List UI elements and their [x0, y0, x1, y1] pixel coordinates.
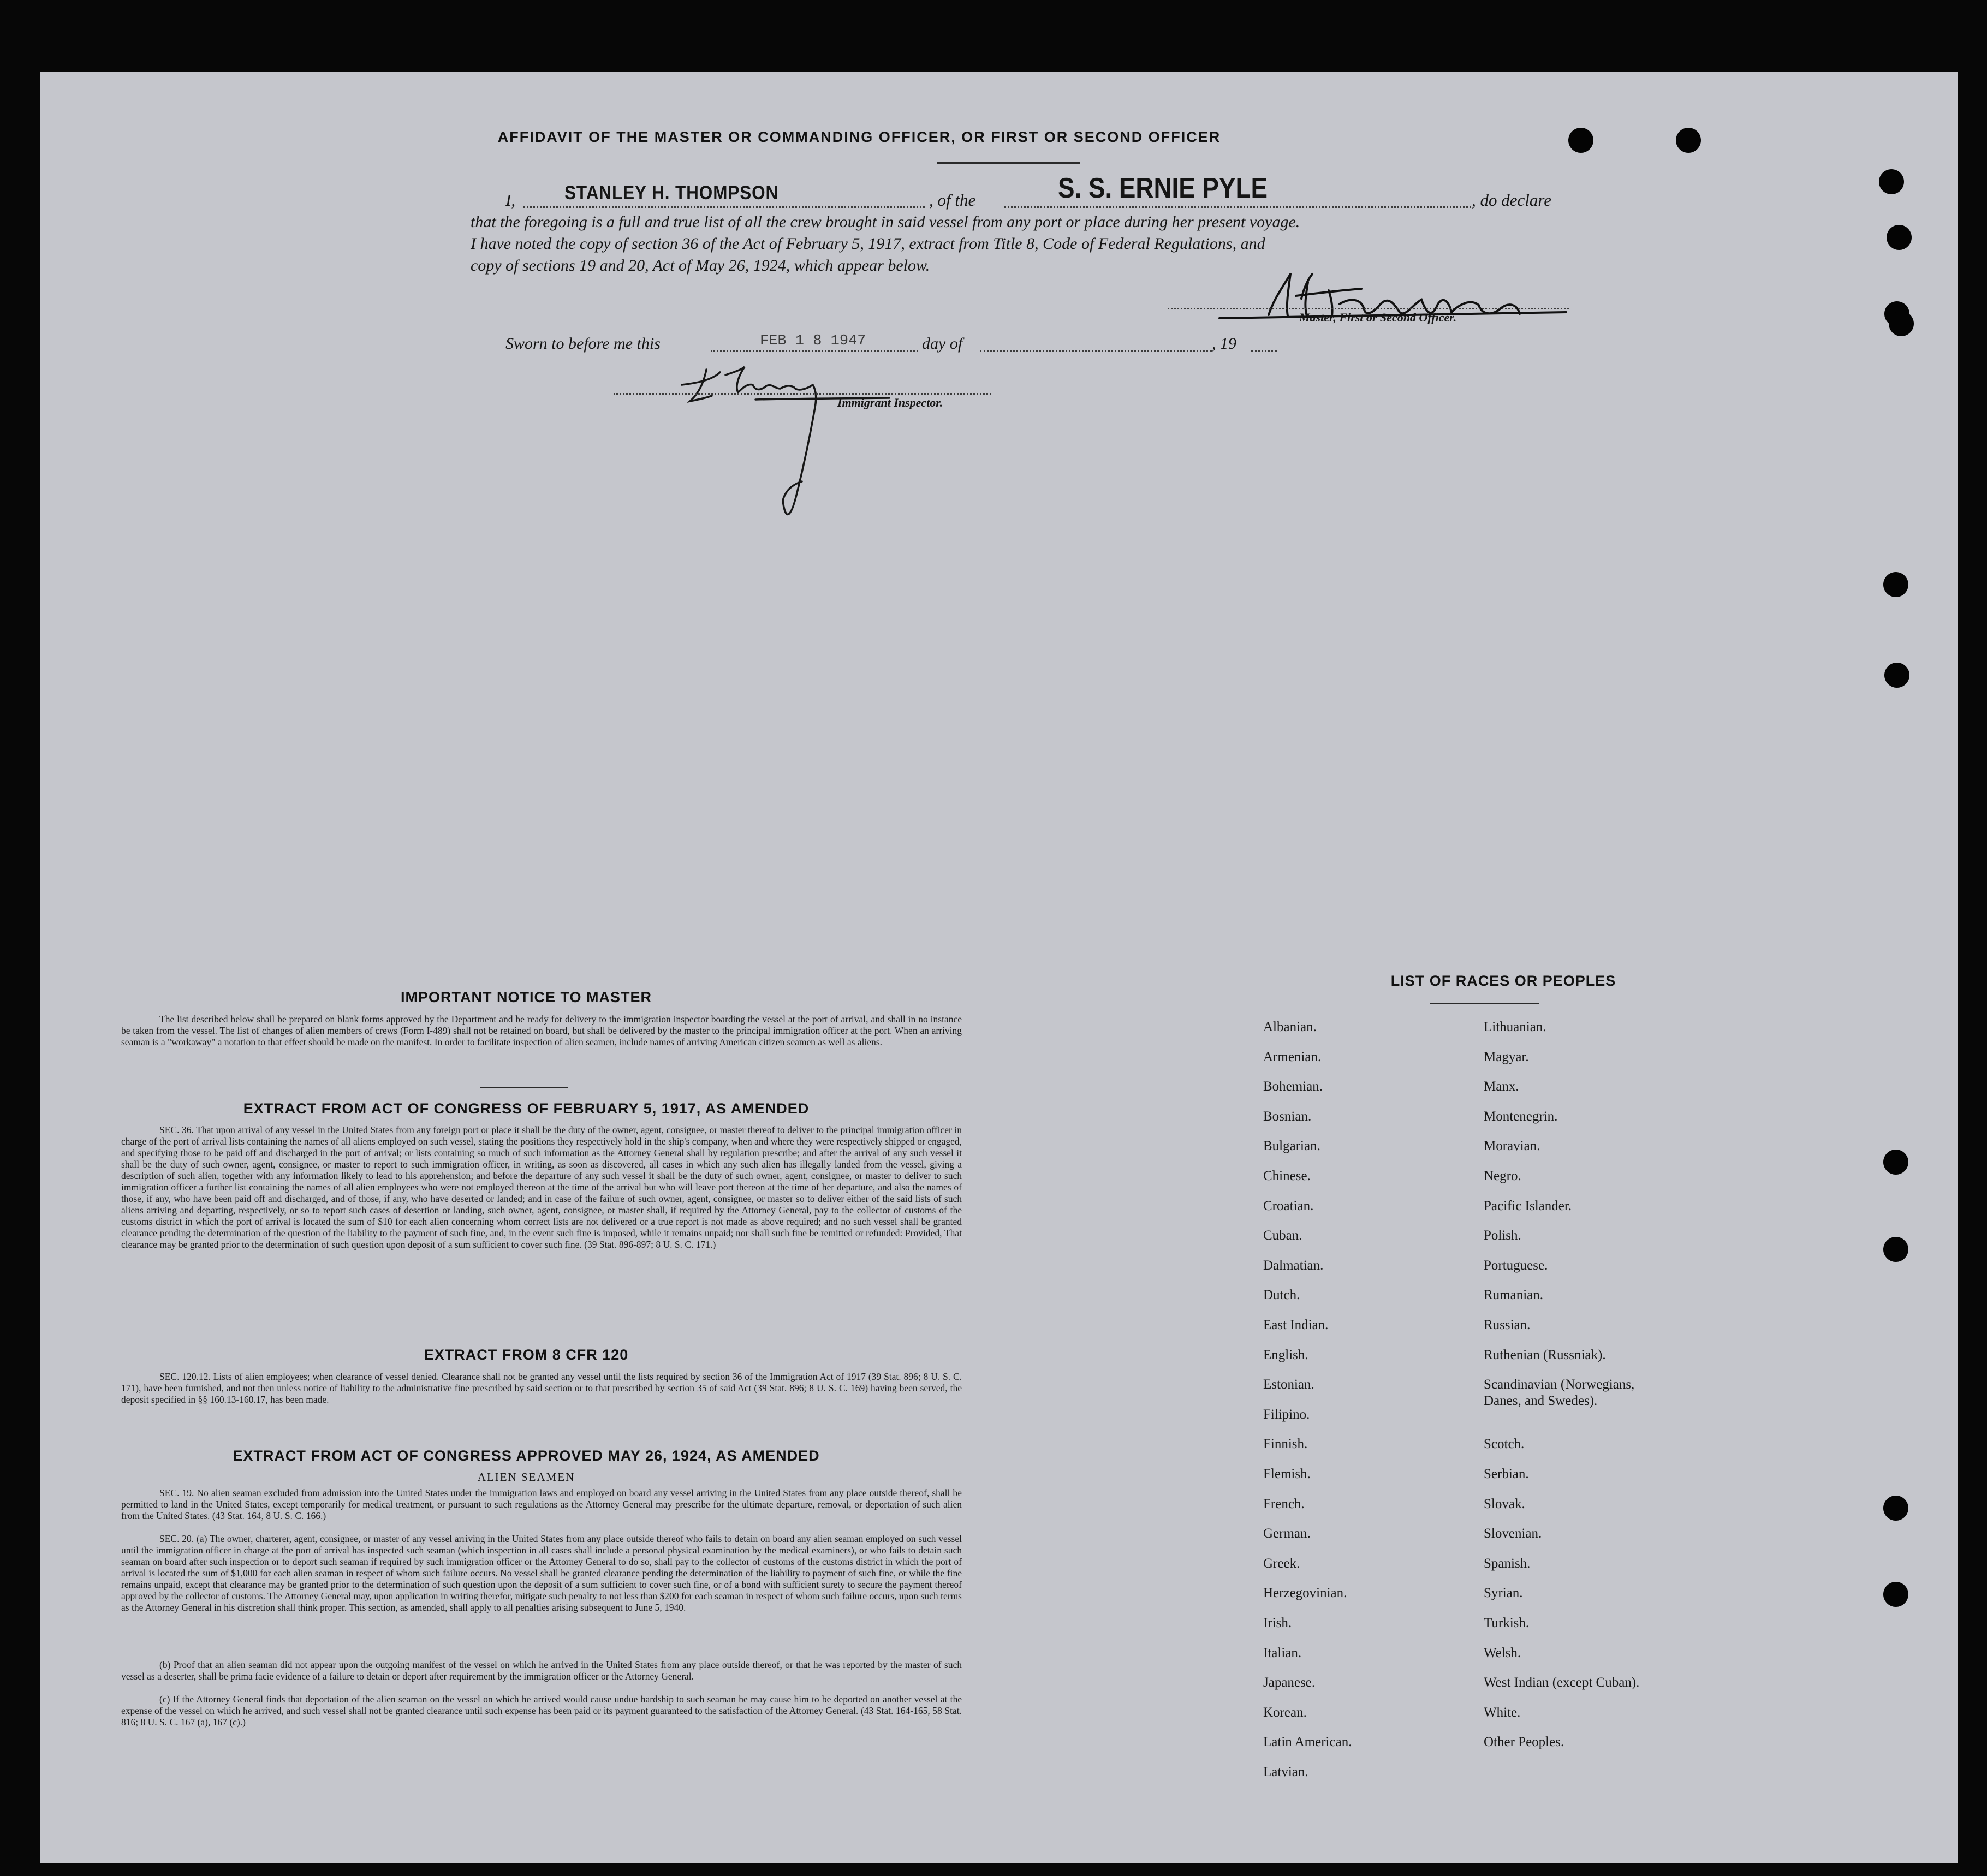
sworn-date-line [711, 350, 918, 352]
race-item: Latin American. [1263, 1735, 1352, 1750]
sworn-label: Sworn to before me this [505, 335, 661, 353]
notice-title: IMPORTANT NOTICE TO MASTER [401, 989, 652, 1005]
extract-1917-title: EXTRACT FROM ACT OF CONGRESS OF FEBRUARY 5, 1917, AS AMENDED [243, 1100, 810, 1117]
punch-hole [1883, 1496, 1908, 1521]
race-item: Korean. [1263, 1705, 1307, 1720]
race-item: Pacific Islander. [1484, 1198, 1572, 1213]
notice-body: The list described below shall be prepared on blank forms approved by the Department and be ready for delivery to the immigration inspector boarding the vessel at the port of arrival, and shall in no instance be taken from the vessel. The list of changes of alien members of crews (Form I-489) shall not be retained on board, but shall be delivered by the master to the principal immigration officer at the port. When an arriving seaman is a "workaway" a notation to that effect should be made on the manifest. In order to facilitate inspection of alien seamen, include names of arriving American citizen seamen as well as aliens. [121, 1014, 962, 1047]
race-item: Flemish. [1263, 1467, 1311, 1481]
race-item: French. [1263, 1496, 1305, 1511]
race-item: Armenian. [1263, 1049, 1322, 1064]
race-item: West Indian (except Cuban). [1484, 1675, 1640, 1690]
extract-1924-sec20b: (b) Proof that an alien seaman did not appear upon the outgoing manifest of the vessel on which he arrived in the United States from any place outside thereof, or that he was reported by the master of such vessel as a deserter, shall be prima facie evidence of a failure to detain or deport after requirement by the immigration officer or the Attorney General. [121, 1659, 962, 1682]
race-item: Spanish. [1484, 1556, 1531, 1571]
affidavit-title: AFFIDAVIT OF THE MASTER OR COMMANDING OFFICER, OR FIRST OR SECOND OFFICER [497, 129, 1221, 145]
race-item: German. [1263, 1526, 1311, 1541]
race-item: Greek. [1263, 1556, 1300, 1571]
race-item: Serbian. [1484, 1467, 1529, 1481]
master-name: STANLEY H. THOMPSON [564, 182, 779, 204]
race-item: Welsh. [1484, 1645, 1521, 1660]
punch-hole [1676, 128, 1701, 153]
race-item: Slovenian. [1484, 1526, 1542, 1541]
extract-1924-sec20a: SEC. 20. (a) The owner, charterer, agent, consignee, or master of any vessel arriving in the United States from any place outside thereof who fails to detain on board any alien seaman employed on such vessel until the immigration officer in charge at the port of arrival has inspected such seaman (which inspection in all cases shall include a personal physical examination by the medical examiners), or who fails to detain such seaman on board after such inspection or to deport such seaman if required by such immigration officer or the Attorney General to do so, shall pay to the collector of customs of the customs district in which the port of arrival is located the sum of $1,000 for each alien seaman in respect of whom such failure occurs. No vessel shall be granted clearance pending the determination of the liability to payment of such fine, or while the fine remains unpaid, except that clearance may be granted prior to the determination of such question upon the deposit of a sum sufficient to cover such fine, or of a bond with sufficient surety to secure the payment thereof approved by the collector of customs. The Attorney General may, upon application in writing therefor, mitigate such penalty to not less than $200 for each seaman in respect of whom such failure occurs, upon such terms as the Attorney General in his discretion shall think proper. This section, as amended, shall apply to all penalties arising subsequent to June 5, 1940. [121, 1533, 962, 1613]
punch-hole [1879, 169, 1904, 194]
punch-hole [1883, 1237, 1908, 1262]
punch-hole [1889, 311, 1914, 336]
race-item: English. [1263, 1347, 1308, 1362]
race-item: Scotch. [1484, 1437, 1525, 1452]
race-item: Slovak. [1484, 1496, 1525, 1511]
race-item: Latvian. [1263, 1765, 1308, 1779]
extract-1924-sec19: SEC. 19. No alien seaman excluded from admission into the United States under the immigration laws and employed on board any vessel arriving in the United States from any place outside thereof, shall be permitted to land in the United States, except temporarily for medical treatment, or pursuant to such regulations as the Attorney General may prescribe for the ultimate departure, removal, or deportation of such alien from the United States. (43 Stat. 164, 8 U. S. C. 166.) [121, 1487, 962, 1521]
race-item: Dutch. [1263, 1288, 1300, 1303]
race-item: Montenegrin. [1484, 1109, 1558, 1124]
race-item: Manx. [1484, 1079, 1519, 1094]
race-item: Estonian. [1263, 1377, 1314, 1392]
punch-hole [1568, 128, 1593, 153]
month-line [980, 350, 1212, 352]
race-item: East Indian. [1263, 1318, 1329, 1332]
punch-hole [1883, 572, 1908, 597]
master-name-line [523, 206, 925, 208]
declaration-line-4: copy of sections 19 and 20, Act of May 26, 1924, which appear below. [471, 257, 930, 275]
races-title: LIST OF RACES OR PEOPLES [1390, 973, 1616, 989]
extract-cfr-title: EXTRACT FROM 8 CFR 120 [424, 1347, 629, 1363]
race-item: Herzegovinian. [1263, 1586, 1347, 1601]
inspector-signature-line [614, 393, 991, 395]
race-item: Scandinavian (Norwegians, Danes, and Swedes). [1484, 1377, 1635, 1409]
year-line [1251, 350, 1277, 352]
sworn-date-stamp: FEB 1 8 1947 [760, 333, 866, 349]
of-the-label: , of the [929, 190, 976, 210]
master-caption: Master, First or Second Officer. [1299, 311, 1457, 324]
race-item: Rumanian. [1484, 1288, 1544, 1303]
race-item: Lithuanian. [1484, 1020, 1546, 1034]
inspector-signature [674, 359, 892, 533]
race-item: Russian. [1484, 1318, 1531, 1332]
race-item: Albanian. [1263, 1020, 1317, 1034]
race-item: Finnish. [1263, 1437, 1308, 1452]
race-item: Bosnian. [1263, 1109, 1312, 1124]
race-item: White. [1484, 1705, 1521, 1720]
race-item: Turkish. [1484, 1616, 1530, 1630]
declaration-line-2: that the foregoing is a full and true list of all the crew brought in said vessel from any port or place during her present voyage. [471, 213, 1300, 231]
race-item: Magyar. [1484, 1049, 1529, 1064]
race-item: Dalmatian. [1263, 1258, 1324, 1273]
vessel-name: S. S. ERNIE PYLE [1058, 172, 1268, 204]
race-item: Polish. [1484, 1228, 1521, 1243]
declaration-line-3: I have noted the copy of section 36 of the Act of February 5, 1917, extract from Title 8, Code of Federal Regulations, and [471, 235, 1265, 253]
race-item: Filipino. [1263, 1407, 1310, 1422]
race-item: Japanese. [1263, 1675, 1316, 1690]
do-declare-label: , do declare [1472, 190, 1552, 210]
extract-1924-subtitle: ALIEN SEAMEN [477, 1470, 575, 1484]
race-item: Negro. [1484, 1169, 1521, 1183]
race-item: Cuban. [1263, 1228, 1302, 1243]
race-item: Syrian. [1484, 1586, 1523, 1601]
declaration-i: I, [505, 190, 516, 210]
race-item: Moravian. [1484, 1139, 1540, 1154]
extract-1917-body: SEC. 36. That upon arrival of any vessel in the United States from any foreign port or place it shall be the duty of the owner, agent, consignee, or master thereof to deliver to the principal immigration officer in charge of the port of arrival lists containing the names of all aliens employed on such vessel, stating the positions they respectively hold in the ship's company, when and where they were respectively shipped or engaged, and specifying those to be paid off and discharged in the port of arrival; or lists containing so much of such information as the Attorney General shall by regulation prescribe; and after the arrival of any such vessel it shall be the duty of such owner, agent, consignee, or master to report to such immigration officer, in writing, as soon as discovered, all cases in which any such alien has illegally landed from the vessel, giving a description of such alien, together with any information likely to lead to his apprehension; and before the departure of any such vessel it shall be the duty of such owner, agent, consignee, or master to deliver to such immigration officer a further list containing the names of all alien employees who were not employed thereon at the time of the arrival but who will leave port thereon at the time of her departure, and also the names of those, if any, who have been paid off and discharged, and of those, if any, who have deserted or landed; and in case of the failure of such owner, agent, consignee, or master so to deliver either of the said lists of such aliens arriving and departing, respectively, or so to report such cases of desertion or landing, such owner, agent, consignee, or master shall, if required by the Attorney General, pay to the collector of customs of the customs district in which the port of arrival is located the sum of $10 for each alien concerning whom correct lists are not delivered or a true report is not made as above required; and no such vessel shall be granted clearance pending the determination of the question of the liability to the payment of such fine, and, in the event such fine is imposed, while it remains unpaid; nor shall such fine be remitted or refunded: Provided, That clearance may be granted prior to the determination of such question upon deposit of a sum sufficient to cover such fine. (39 Stat. 896-897; 8 U. S. C. 171.) [121, 1124, 962, 1250]
document-page [40, 72, 1958, 1863]
punch-hole [1883, 1582, 1908, 1607]
day-of-label: day of [922, 335, 963, 353]
race-item: Irish. [1263, 1616, 1292, 1630]
extract-1924-title: EXTRACT FROM ACT OF CONGRESS APPROVED MAY 26, 1924, AS AMENDED [233, 1448, 820, 1464]
year-label: , 19 [1212, 335, 1236, 353]
master-signature-line [1168, 308, 1569, 309]
inspector-caption: Immigrant Inspector. [837, 396, 943, 409]
punch-hole [1883, 1150, 1908, 1175]
title-rule [937, 162, 1080, 164]
extract-1924-sec20c: (c) If the Attorney General finds that deportation of the alien seaman on the vessel on which he arrived would cause undue hardship to such seaman he may cause him to be deported on another vessel at the expense of the vessel on which he arrived, and such vessel shall not be granted clearance until such expense has been paid or its payment guaranteed to the satisfaction of the Attorney General. (43 Stat. 164-165, 58 Stat. 816; 8 U. S. C. 167 (a), 167 (c).) [121, 1694, 962, 1728]
race-item: Chinese. [1263, 1169, 1311, 1183]
races-rule [1430, 1003, 1539, 1004]
vessel-name-line [1004, 206, 1471, 208]
punch-hole [1887, 225, 1912, 250]
race-item: Other Peoples. [1484, 1735, 1564, 1750]
punch-hole [1884, 663, 1909, 688]
notice-rule [480, 1087, 568, 1088]
extract-cfr-body: SEC. 120.12. Lists of alien employees; when clearance of vessel denied. Clearance shall not be granted any vessel until the lists required by section 36 of the Immigration Act of 1917 (39 Stat. 896; 8 U. S. C. 171), have been furnished, and not then unless notice of liability to the administrative fine prescribed by said section or to that prescribed by section 35 of said Act (39 Stat. 896; 8 U. S. C. 169) having been served, the deposit specified in §§ 160.13-160.17, has been made. [121, 1371, 962, 1405]
race-item: Bulgarian. [1263, 1139, 1320, 1154]
race-item: Italian. [1263, 1645, 1302, 1660]
race-item: Ruthenian (Russniak). [1484, 1347, 1606, 1362]
race-item: Croatian. [1263, 1198, 1314, 1213]
race-item: Bohemian. [1263, 1079, 1323, 1094]
race-item: Portuguese. [1484, 1258, 1548, 1273]
